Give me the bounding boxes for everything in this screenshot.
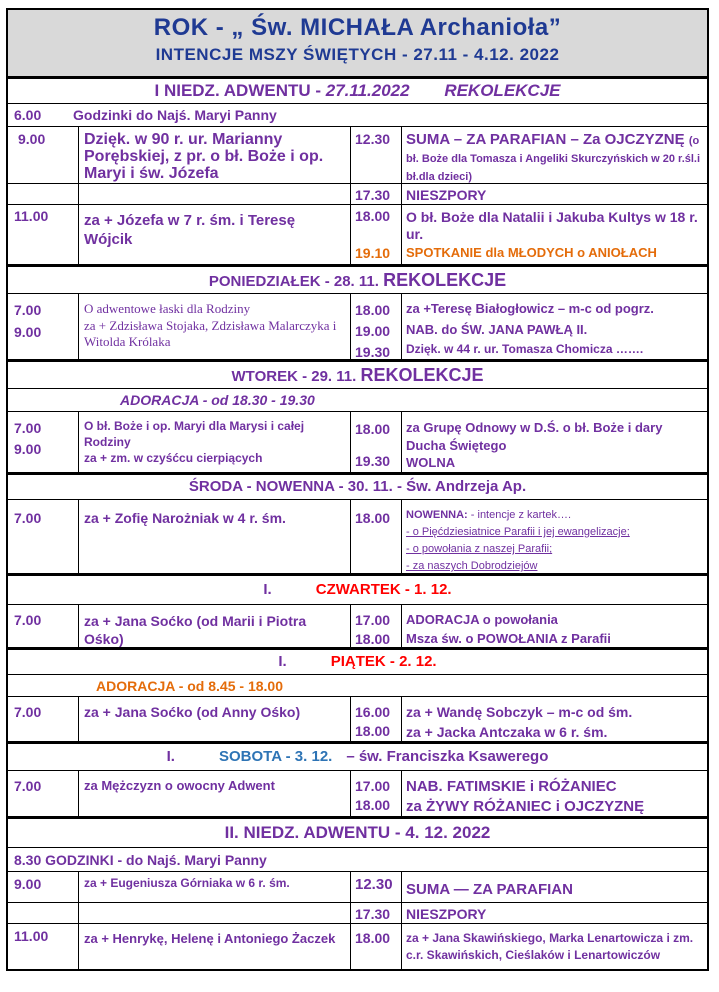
- divider: [78, 771, 79, 816]
- time: 9.00: [18, 131, 46, 147]
- novena-item: - o Pięćdziesiatnice Parafii i jej ewangelizacje;: [406, 526, 630, 538]
- time: 18.00: [355, 302, 391, 318]
- intention-text: Godzinki do Najś. Maryi Panny: [73, 107, 277, 123]
- sunday-2-godzinki-row: [8, 848, 707, 872]
- intention-text: za + Jana Soćko (od Anny Ośko): [84, 704, 301, 720]
- intention-text: za + Zofię Narożniak w 4 r. śm.: [84, 510, 286, 526]
- divider: [78, 924, 79, 969]
- time: 17.30: [355, 906, 391, 922]
- time: 17.30: [355, 187, 391, 203]
- time: 18.00: [355, 631, 391, 647]
- time: 18.00: [355, 723, 391, 739]
- wednesday-row: [8, 500, 707, 576]
- novena-title-line: [406, 507, 706, 524]
- divider: [401, 872, 402, 902]
- divider: [78, 903, 79, 923]
- adoration-note: ADORACJA - od 18.30 - 19.30: [120, 392, 315, 408]
- divider: [401, 205, 402, 264]
- divider: [350, 771, 351, 816]
- divider: [401, 500, 402, 573]
- intention-text: za ŻYWY RÓŻANIEC i OJCZYZNĘ: [406, 798, 645, 815]
- time: 19.30: [355, 344, 391, 360]
- sunday-1-label: I NIEDZ. ADWENTU -: [154, 81, 326, 100]
- time: 7.00: [14, 704, 42, 720]
- intention-text: NIESZPORY: [406, 906, 487, 922]
- divider: [78, 205, 79, 264]
- divider: [350, 205, 351, 264]
- intention-text: za + Wandę Sobczyk – m-c od śm.: [406, 704, 633, 720]
- time: 12.30: [355, 131, 391, 147]
- time: 11.00: [14, 928, 49, 944]
- day-heading-thursday: [8, 576, 707, 605]
- schedule-sheet: [6, 8, 709, 971]
- divider: [350, 697, 351, 741]
- divider: [78, 605, 79, 647]
- divider: [350, 872, 351, 902]
- sunday-1-retreat: REKOLEKCJE: [444, 81, 561, 100]
- tuesday-retreat: REKOLEKCJE: [360, 365, 484, 385]
- adoration-note: ADORACJA - od 8.45 - 18.00: [96, 678, 283, 694]
- intention-text: za + Henrykę, Helenę i Antoniego Żaczek: [84, 931, 336, 946]
- monday-label: PONIEDZIAŁEK - 28. 11.: [208, 273, 379, 290]
- intention-text: za + Józefa w 7 r. śm. i Teresę Wójcik: [84, 212, 296, 248]
- first-marker: I.: [166, 748, 175, 765]
- divider: [78, 500, 79, 573]
- intention-text: za + Jana Skawińskiego, Marka Lenartowicza i zm. c.r. Skawińskich, Cieślaków i Lenartowiczów: [406, 931, 694, 962]
- friday-label: PIĄTEK - 2. 12.: [330, 653, 437, 670]
- novena-title: NOWENNA:: [406, 509, 468, 521]
- divider: [350, 903, 351, 923]
- day-heading-wednesday: ŚRODA - NOWENNA - 30. 11. - Św. Andrzeja Ap.: [8, 475, 707, 500]
- friday-adoration-row: [8, 675, 707, 697]
- suma-note: (o bł. Boże dla Tomasza i Angeliki Skurczyńskich w 20 r.śl.i bł.dla dzieci): [406, 135, 701, 183]
- sunday-1-row-a: [8, 127, 707, 184]
- divider: [401, 127, 402, 183]
- day-heading-friday: [8, 650, 707, 675]
- day-heading-sunday-1: [8, 79, 707, 104]
- friday-row: [8, 697, 707, 744]
- tuesday-row: [8, 412, 707, 475]
- saturday-saint: – św. Franciszka Ksawerego: [346, 748, 549, 765]
- time: 18.00: [355, 797, 391, 813]
- time: 18.00: [355, 930, 391, 946]
- intention-text: Dzięk. w 44 r. ur. Tomasza Chomicza …….: [406, 342, 644, 356]
- intention-text: Dzięk. w 90 r. ur. Marianny Porębskiej, z pr. o bł. Boże i op. Maryi i św. Józefa: [84, 131, 324, 182]
- divider: [401, 697, 402, 741]
- day-heading-monday: [8, 267, 707, 294]
- intention-text: SUMA — ZA PARAFIAN: [406, 881, 573, 898]
- time: 11.00: [14, 208, 49, 224]
- tuesday-label: WTOREK - 29. 11.: [231, 368, 357, 385]
- sunday-1-godzinki-row: [8, 104, 707, 127]
- time: 7.00: [14, 778, 42, 794]
- divider: [78, 697, 79, 741]
- time: 19.30: [355, 453, 391, 469]
- intention-text: O bł. Boże i op. Maryi dla Marysi i całej Rodziny: [84, 419, 305, 449]
- page-subtitle: INTENCJE MSZY ŚWIĘTYCH - 27.11 - 4.12. 2022: [155, 45, 560, 64]
- intention-text: za Mężczyzn o owocny Adwent: [84, 778, 275, 793]
- godzinki-text: 8.30 GODZINKI - do Najś. Maryi Panny: [14, 852, 267, 868]
- divider: [401, 294, 402, 359]
- page-title: ROK - „ Św. MICHAŁA Archanioła”: [153, 14, 562, 41]
- sunday-1-row-c: [8, 205, 707, 267]
- divider: [350, 605, 351, 647]
- time: 6.00: [14, 107, 42, 123]
- time: 19.10: [355, 245, 391, 261]
- novena-list: [406, 507, 706, 575]
- intention-text: NAB. do ŚW. JANA PAWŁĄ II.: [406, 322, 588, 337]
- divider: [350, 412, 351, 472]
- time: 18.00: [355, 421, 391, 437]
- sunday-1-date: 27.11.2022: [325, 81, 410, 100]
- divider: [350, 924, 351, 969]
- divider: [78, 294, 79, 359]
- tuesday-adoration-row: [8, 389, 707, 412]
- time: 18.00: [355, 208, 391, 224]
- time: 7.00: [14, 302, 42, 318]
- header: [8, 10, 707, 79]
- intention-text: za + Eugeniusza Górniaka w 6 r. śm.: [84, 876, 290, 890]
- intention-text: WOLNA: [406, 455, 456, 470]
- time: 9.00: [14, 876, 42, 892]
- intention-text: SPOTKANIE dla MŁODYCH o ANIOŁACH: [406, 245, 657, 260]
- day-heading-sunday-2: II. NIEDZ. ADWENTU - 4. 12. 2022: [8, 819, 707, 848]
- divider: [78, 872, 79, 902]
- divider: [78, 127, 79, 183]
- divider: [401, 605, 402, 647]
- divider: [401, 184, 402, 204]
- saturday-row: [8, 771, 707, 819]
- intention-text: O bł. Boże dla Natalii i Jakuba Kultys w 18 r. ur.: [406, 209, 698, 242]
- novena-item: - za naszych Dobrodziejów: [406, 560, 538, 572]
- divider: [350, 294, 351, 359]
- time: 18.00: [355, 510, 391, 526]
- intention-text: O adwentowe łaski dla Rodziny: [84, 301, 251, 316]
- day-heading-tuesday: [8, 362, 707, 389]
- time: 7.00: [14, 510, 42, 526]
- intention-text: za + zm. w czyśćcu cierpiących: [84, 451, 263, 465]
- novena-item: - o powołania z naszej Parafii;: [406, 543, 553, 555]
- monday-row: [8, 294, 707, 362]
- intention-text: ADORACJA o powołania: [406, 612, 558, 627]
- divider: [350, 500, 351, 573]
- time: 9.00: [14, 324, 42, 340]
- intention-text: za Grupę Odnowy w D.Ś. o bł. Boże i dary Ducha Świętego: [406, 420, 663, 453]
- thursday-label: CZWARTEK - 1. 12.: [315, 581, 452, 598]
- divider: [78, 184, 79, 204]
- intention-text: za + Jana Soćko (od Marii i Piotra Ośko): [84, 613, 307, 647]
- time: 12.30: [355, 876, 393, 893]
- sunday-2-row-c: [8, 924, 707, 969]
- intention-text: za + Zdzisława Stojaka, Zdzisława Malarczyka i Witolda Królaka: [84, 318, 337, 349]
- day-heading-saturday: [8, 744, 707, 771]
- time: 7.00: [14, 612, 42, 628]
- divider: [78, 412, 79, 472]
- time: 9.00: [14, 441, 42, 457]
- time: 17.00: [355, 778, 391, 794]
- first-marker: I.: [263, 581, 272, 598]
- divider: [350, 127, 351, 183]
- divider: [350, 184, 351, 204]
- intention-text: za +Teresę Białogłowicz – m-c od pogrz.: [406, 301, 654, 316]
- time: 19.00: [355, 323, 391, 339]
- first-marker: I.: [278, 653, 287, 670]
- intention-text: za + Jacka Antczaka w 6 r. śm.: [406, 724, 608, 740]
- divider: [401, 771, 402, 816]
- divider: [401, 924, 402, 969]
- thursday-row: [8, 605, 707, 650]
- suma-text: SUMA – ZA PARAFIAN – Za OJCZYZNĘ: [406, 131, 685, 148]
- intention-text: Msza św. o POWOŁANIA z Parafii: [406, 631, 611, 646]
- sunday-1-row-b: [8, 184, 707, 205]
- saturday-label: SOBOTA - 3. 12.: [218, 748, 333, 765]
- intention-text: NIESZPORY: [406, 187, 487, 203]
- divider: [401, 412, 402, 472]
- intention-text: [406, 131, 704, 185]
- monday-retreat: REKOLEKCJE: [383, 270, 507, 290]
- time: 7.00: [14, 420, 42, 436]
- novena-note: - intencje z kartek….: [467, 509, 572, 521]
- time: 16.00: [355, 704, 391, 720]
- sunday-2-row-a: [8, 872, 707, 903]
- divider: [401, 903, 402, 923]
- intention-text: NAB. FATIMSKIE i RÓŻANIEC: [406, 778, 617, 795]
- sunday-2-row-b: [8, 903, 707, 924]
- time: 17.00: [355, 612, 391, 628]
